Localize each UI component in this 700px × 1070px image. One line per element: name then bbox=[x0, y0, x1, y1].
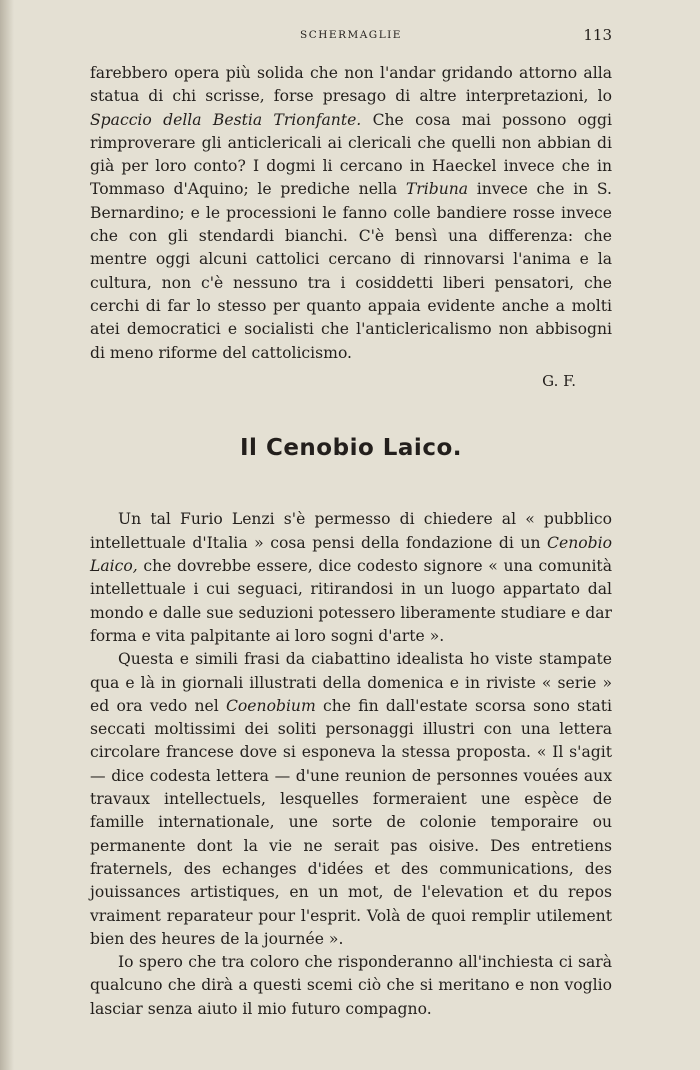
continued-paragraph bbox=[90, 62, 612, 365]
italic-title-spaccio: Spaccio della Bestia Trionfante. bbox=[90, 110, 362, 129]
page-number: 113 bbox=[583, 26, 612, 44]
italic-coenobium: Coenobium bbox=[225, 696, 316, 715]
paragraph-2 bbox=[90, 648, 612, 951]
text-run: Questa e simili frasi da ciabattino idealista ho viste stampate qua e là in giornali illustrati della domenica e in riviste « serie » ed ora vedo nel bbox=[90, 650, 612, 715]
running-title: SCHERMAGLIE bbox=[300, 29, 402, 41]
text-run: invece che in S. Bernardino; e le processioni le fanno colle bandiere rosse invece che con gli stendardi bianchi. C'è bensì una differenza: che mentre oggi alcuni cattolici cercano di rinnovarsi l'anima e la cultura, non c'è nessuno tra i cosiddetti liberi pensatori, che cerchi di far lo stesso per quanto appaia evidente anche a molti atei democratici e socialisti che l'anticlericalismo non abbisogni di meno riforme del cattolicismo. bbox=[90, 180, 612, 362]
text-run: che fin dall'estate scorsa sono stati seccati moltissimi dei soliti personaggi illustri con una lettera circolare francese dove si esponeva la stessa proposta. « Il s'agit — dice codesta lettera — d'une reunion de personnes vouées aux travaux intellectuels, lesquelles formeraient une espèce de famille internationale, une sorte de colonie temporaire ou permanente dont la vie ne serait pas oisive. Des entretiens fraternels, des echanges d'idées et des communications, des jouissances artistiques, en un mot, de l'elevation et du repos vraiment reparateur pour l'esprit. Volà de quoi remplir utilement bien des heures de la journée ». bbox=[90, 696, 612, 948]
author-initials: G. F. bbox=[542, 371, 576, 390]
text-run: Che cosa mai possono oggi rimproverare gli anticlericali ai clericali che quelli non abbian di già per loro conto? I dogmi li cercano in Haeckel invece che in Tommaso d'Aquino; le prediche nella bbox=[90, 110, 612, 199]
text-run: Un tal Furio Lenzi s'è permesso di chiedere al « pubblico intellettuale d'Italia » cosa pensi della fondazione di un bbox=[90, 510, 612, 552]
page-body bbox=[90, 62, 612, 1021]
text-run: farebbero opera più solida che non l'andar gridando attorno alla statua di chi scrisse, forse presago di altre interpretazioni, lo bbox=[90, 64, 612, 106]
section-heading: Il Cenobio Laico. bbox=[240, 435, 462, 462]
text-run: che dovrebbe essere, dice codesto signore « una comunità intellettuale i cui seguaci, ritirandosi in un luogo appartato dal mondo e dalle sue seduzioni potessero liberamente studiare e dar forma e vita palpitante ai loro sogni d'arte ». bbox=[90, 557, 612, 645]
paragraph-1 bbox=[90, 508, 612, 648]
paragraph-3: Io spero che tra coloro che risponderanno all'inchiesta ci sarà qualcuno che dirà a questi scemi ciò che si meritano e non voglio lasciar senza aiuto il mio futuro compagno. bbox=[90, 953, 612, 1018]
italic-cenobio-laico: Cenobio Laico, bbox=[90, 533, 612, 576]
running-header bbox=[90, 26, 612, 46]
italic-title-tribuna: Tribuna bbox=[405, 180, 469, 199]
